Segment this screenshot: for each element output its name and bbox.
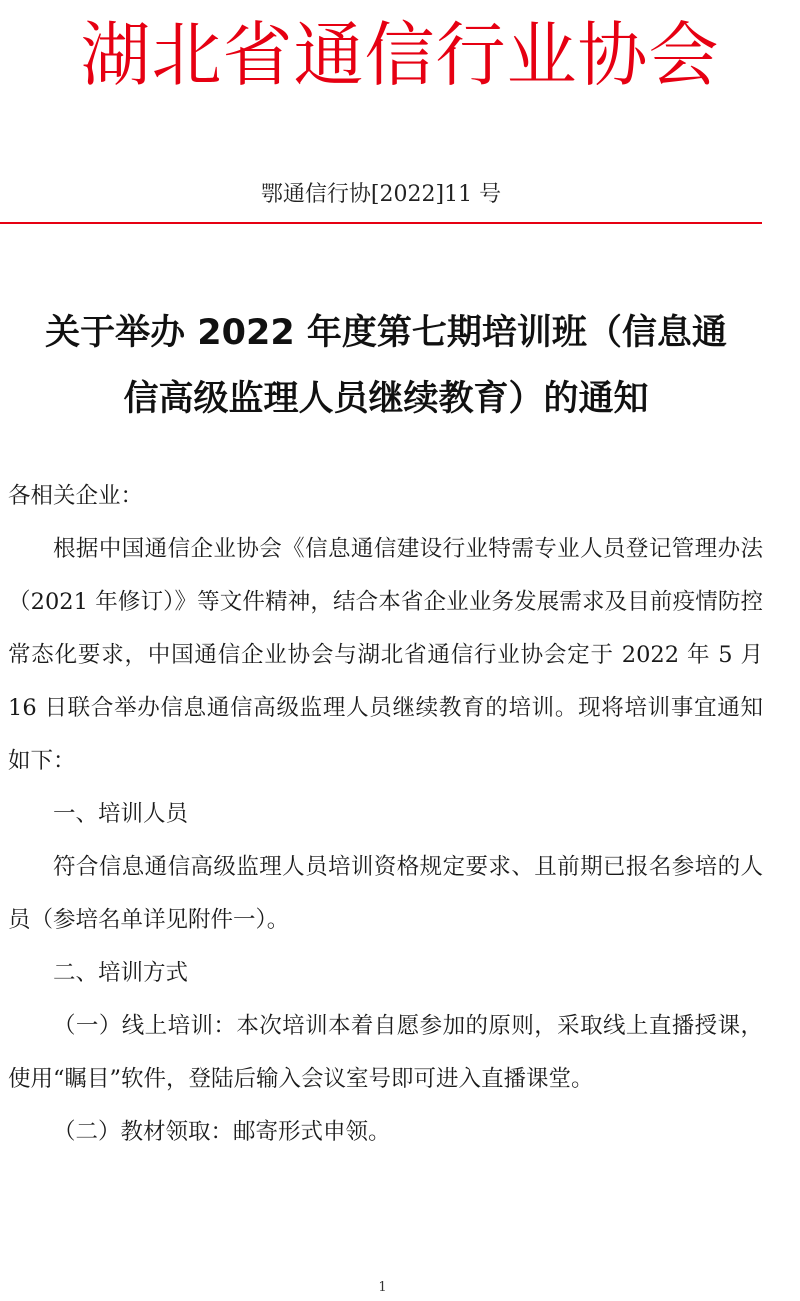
intro-paragraph: 根据中国通信企业协会《信息通信建设行业特需专业人员登记管理办法（2021 年修订）》等文件精神，结合本省企业业务发展需求及目前疫情防控常态化要求，中国通信企业协会与湖北省通信行业协会定于 2022 年 5 月 16 日联合举办信息通信高级监理人员继续教育的培训。现将培训事宜通知如下： [8, 536, 763, 774]
section-2-heading: 二、培训方式 [53, 960, 189, 986]
document-title-line-2: 信高级监理人员继续教育）的通知 [123, 379, 649, 419]
document-body [8, 470, 763, 1159]
document-title-line-1: 关于举办 2022 年度第七期培训班（信息通 [45, 313, 727, 353]
salutation: 各相关企业： [8, 483, 144, 509]
document-number: 鄂通信行协[2022]11 号 [260, 182, 502, 207]
red-divider-line [0, 222, 762, 224]
page-number: 1 [378, 1280, 387, 1295]
masthead-org-name: 湖北省通信行业协会 [80, 14, 720, 96]
section-2-item-1: （一）线上培训：本次培训本着自愿参加的原则，采取线上直播授课，使用“瞩目”软件，登陆后输入会议室号即可进入直播课堂。 [8, 1013, 763, 1092]
section-1-heading: 一、培训人员 [53, 801, 189, 827]
section-2-item-2: （二）教材领取：邮寄形式申领。 [53, 1119, 391, 1145]
section-1-paragraph: 符合信息通信高级监理人员培训资格规定要求、且前期已报名参培的人员（参培名单详见附件一）。 [8, 854, 763, 933]
document-title [0, 300, 772, 432]
